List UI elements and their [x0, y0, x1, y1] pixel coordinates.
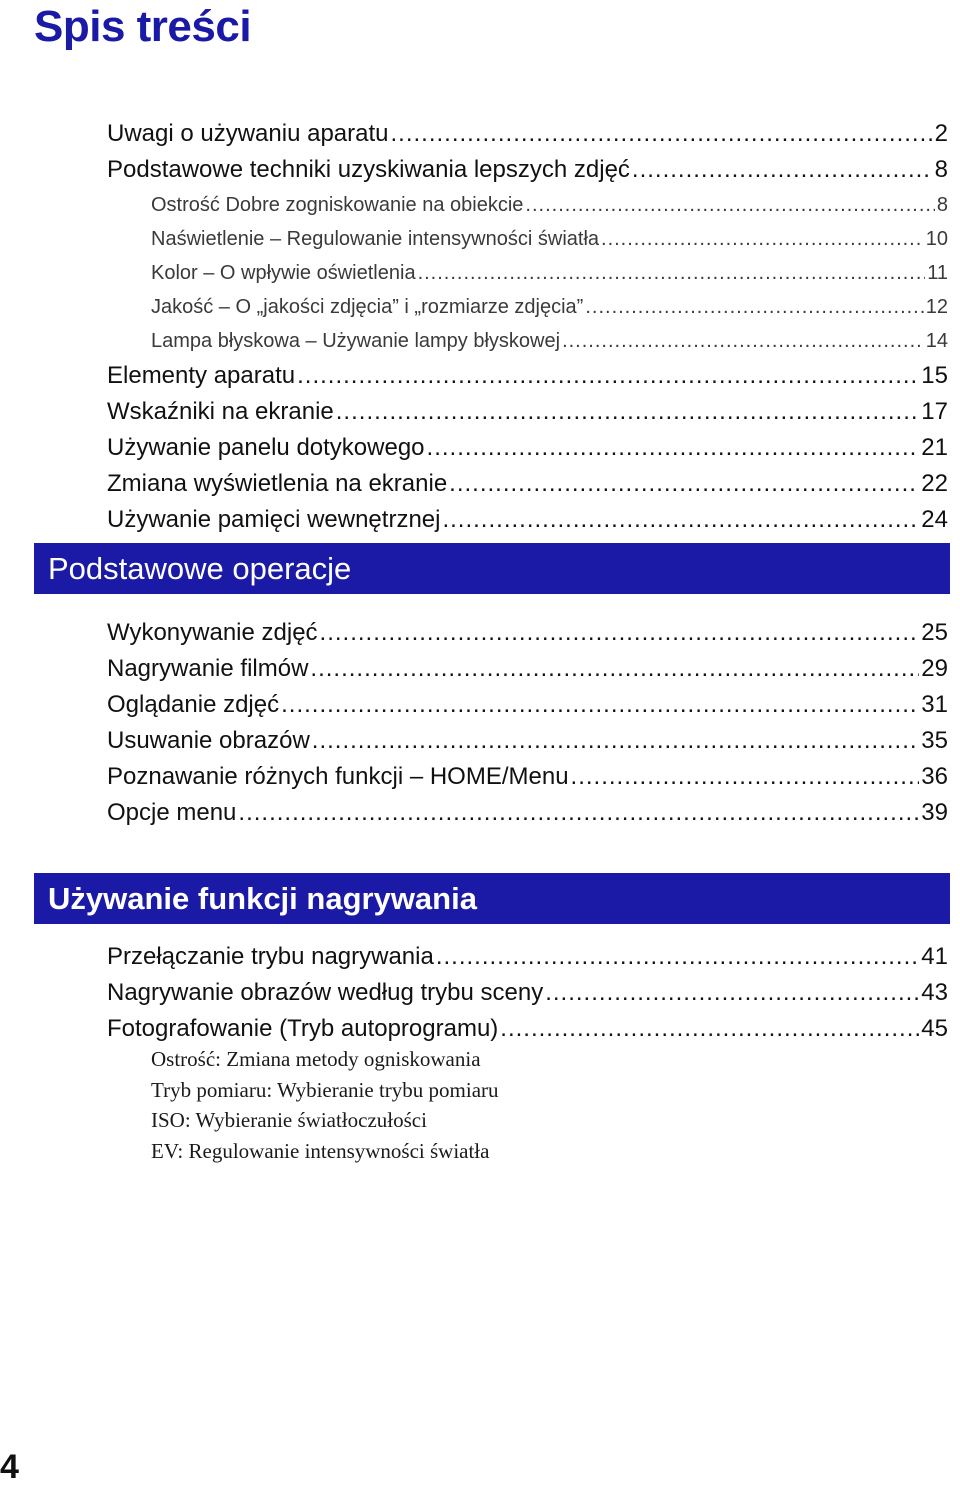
- toc-entry-label: Fotografowanie (Tryb autoprogramu): [107, 1015, 499, 1042]
- toc-leader-dots: [500, 1011, 919, 1047]
- toc-entry[interactable]: [107, 723, 948, 759]
- toc-entry-label: Oglądanie zdjęć: [107, 691, 280, 718]
- toc-entry-label: Wskaźniki na ekranie: [107, 398, 334, 425]
- toc-intro-list: [107, 116, 948, 538]
- toc-leader-dots: [545, 975, 919, 1011]
- toc-entry[interactable]: [107, 1011, 948, 1047]
- toc-entry-page: 22: [921, 470, 948, 497]
- toc-section1-list: [107, 615, 948, 831]
- section-heading-basic-operations: Podstawowe operacje: [34, 543, 950, 594]
- toc-entry-page: 10: [925, 228, 948, 250]
- toc-entry-label: Używanie pamięci wewnętrznej: [107, 506, 441, 533]
- toc-subitem[interactable]: ISO: Wybieranie światłoczułości: [151, 1108, 427, 1132]
- toc-entry-page: 35: [921, 727, 948, 754]
- toc-leader-dots: [297, 358, 919, 394]
- toc-leader-dots: [427, 430, 920, 466]
- toc-entry-label: Naświetlenie – Regulowanie intensywności światła: [151, 228, 600, 250]
- toc-subentry[interactable]: [151, 290, 948, 324]
- toc-entry[interactable]: [107, 358, 948, 394]
- toc-entry-page: 12: [925, 296, 948, 318]
- toc-entry-label: Kolor – O wpływie oświetlenia: [151, 262, 416, 284]
- toc-leader-dots: [281, 687, 919, 723]
- toc-entry-label: Podstawowe techniki uzyskiwania lepszych zdjęć: [107, 156, 630, 183]
- toc-entry-page: 36: [921, 763, 948, 790]
- toc-entry[interactable]: [107, 687, 948, 723]
- toc-subentry[interactable]: [151, 188, 948, 222]
- toc-leader-dots: [449, 466, 919, 502]
- toc-entry[interactable]: [107, 939, 948, 975]
- toc-entry-page: 15: [921, 362, 948, 389]
- toc-entry-label: Wykonywanie zdjęć: [107, 619, 318, 646]
- toc-subentry[interactable]: [151, 256, 948, 290]
- toc-entry[interactable]: [107, 759, 948, 795]
- toc-entry-label: Usuwanie obrazów: [107, 727, 310, 754]
- toc-subitem[interactable]: Tryb pomiaru: Wybieranie trybu pomiaru: [151, 1077, 499, 1102]
- toc-entry-page: 2: [934, 120, 948, 147]
- page-number: 4: [0, 1448, 19, 1486]
- toc-entry[interactable]: [107, 615, 948, 651]
- toc-leader-dots: [418, 256, 926, 290]
- page-title: Spis treści: [34, 2, 252, 51]
- toc-entry[interactable]: [107, 502, 948, 538]
- toc-subitem[interactable]: Ostrość: Zmiana metody ogniskowania: [151, 1047, 481, 1071]
- toc-entry-page: 31: [921, 691, 948, 718]
- toc-entry-page: 45: [921, 1015, 948, 1042]
- toc-leader-dots: [436, 939, 919, 975]
- toc-entry[interactable]: [107, 795, 948, 831]
- toc-section2-list: [107, 939, 948, 1047]
- toc-entry[interactable]: [107, 116, 948, 152]
- toc-leader-dots: [391, 116, 933, 152]
- toc-entry-page: 8: [934, 156, 948, 183]
- toc-entry-label: Lampa błyskowa – Używanie lampy błyskowej: [151, 330, 561, 352]
- toc-entry-label: Poznawanie różnych funkcji – HOME/Menu: [107, 763, 569, 790]
- toc-entry-label: Przełączanie trybu nagrywania: [107, 943, 434, 970]
- toc-entry-page: 41: [921, 943, 948, 970]
- toc-subentry[interactable]: [151, 324, 948, 358]
- toc-entry[interactable]: [107, 394, 948, 430]
- toc-leader-dots: [238, 795, 919, 831]
- toc-entry[interactable]: [107, 651, 948, 687]
- toc-entry-label: Ostrość Dobre zogniskowanie na obiekcie: [151, 194, 524, 216]
- toc-leader-dots: [310, 651, 919, 687]
- toc-leader-dots: [562, 324, 924, 358]
- toc-entry-page: 17: [921, 398, 948, 425]
- toc-entry[interactable]: [107, 430, 948, 466]
- toc-section2-subitems: [151, 1044, 499, 1166]
- toc-entry-page: 11: [927, 262, 948, 284]
- toc-entry-label: Nagrywanie filmów: [107, 655, 309, 682]
- toc-entry-page: 14: [925, 330, 948, 352]
- toc-leader-dots: [525, 188, 934, 222]
- toc-entry[interactable]: [107, 466, 948, 502]
- toc-entry-label: Uwagi o używaniu aparatu: [107, 120, 389, 147]
- toc-entry-page: 39: [921, 799, 948, 826]
- toc-entry[interactable]: [107, 152, 948, 188]
- toc-entry-page: 29: [921, 655, 948, 682]
- toc-entry-label: Zmiana wyświetlenia na ekranie: [107, 470, 448, 497]
- toc-entry-label: Nagrywanie obrazów według trybu sceny: [107, 979, 544, 1006]
- toc-entry[interactable]: [107, 975, 948, 1011]
- toc-entry-label: Jakość – O „jakości zdjęcia” i „rozmiarze zdjęcia”: [151, 296, 584, 318]
- toc-leader-dots: [320, 615, 920, 651]
- toc-leader-dots: [585, 290, 923, 324]
- toc-entry-page: 21: [921, 434, 948, 461]
- toc-entry-label: Opcje menu: [107, 799, 237, 826]
- toc-leader-dots: [442, 502, 919, 538]
- section-heading-recording-functions: Używanie funkcji nagrywania: [34, 873, 950, 924]
- toc-entry-page: 43: [921, 979, 948, 1006]
- toc-subitem[interactable]: EV: Regulowanie intensywności światła: [151, 1138, 490, 1163]
- toc-leader-dots: [601, 222, 924, 256]
- toc-entry-page: 25: [921, 619, 948, 646]
- toc-leader-dots: [336, 394, 920, 430]
- toc-subentry[interactable]: [151, 222, 948, 256]
- toc-leader-dots: [571, 759, 920, 795]
- toc-entry-label: Używanie panelu dotykowego: [107, 434, 425, 461]
- toc-leader-dots: [632, 152, 933, 188]
- toc-leader-dots: [312, 723, 920, 759]
- toc-entry-label: Elementy aparatu: [107, 362, 296, 389]
- toc-entry-page: 8: [936, 194, 948, 216]
- toc-entry-page: 24: [921, 506, 948, 533]
